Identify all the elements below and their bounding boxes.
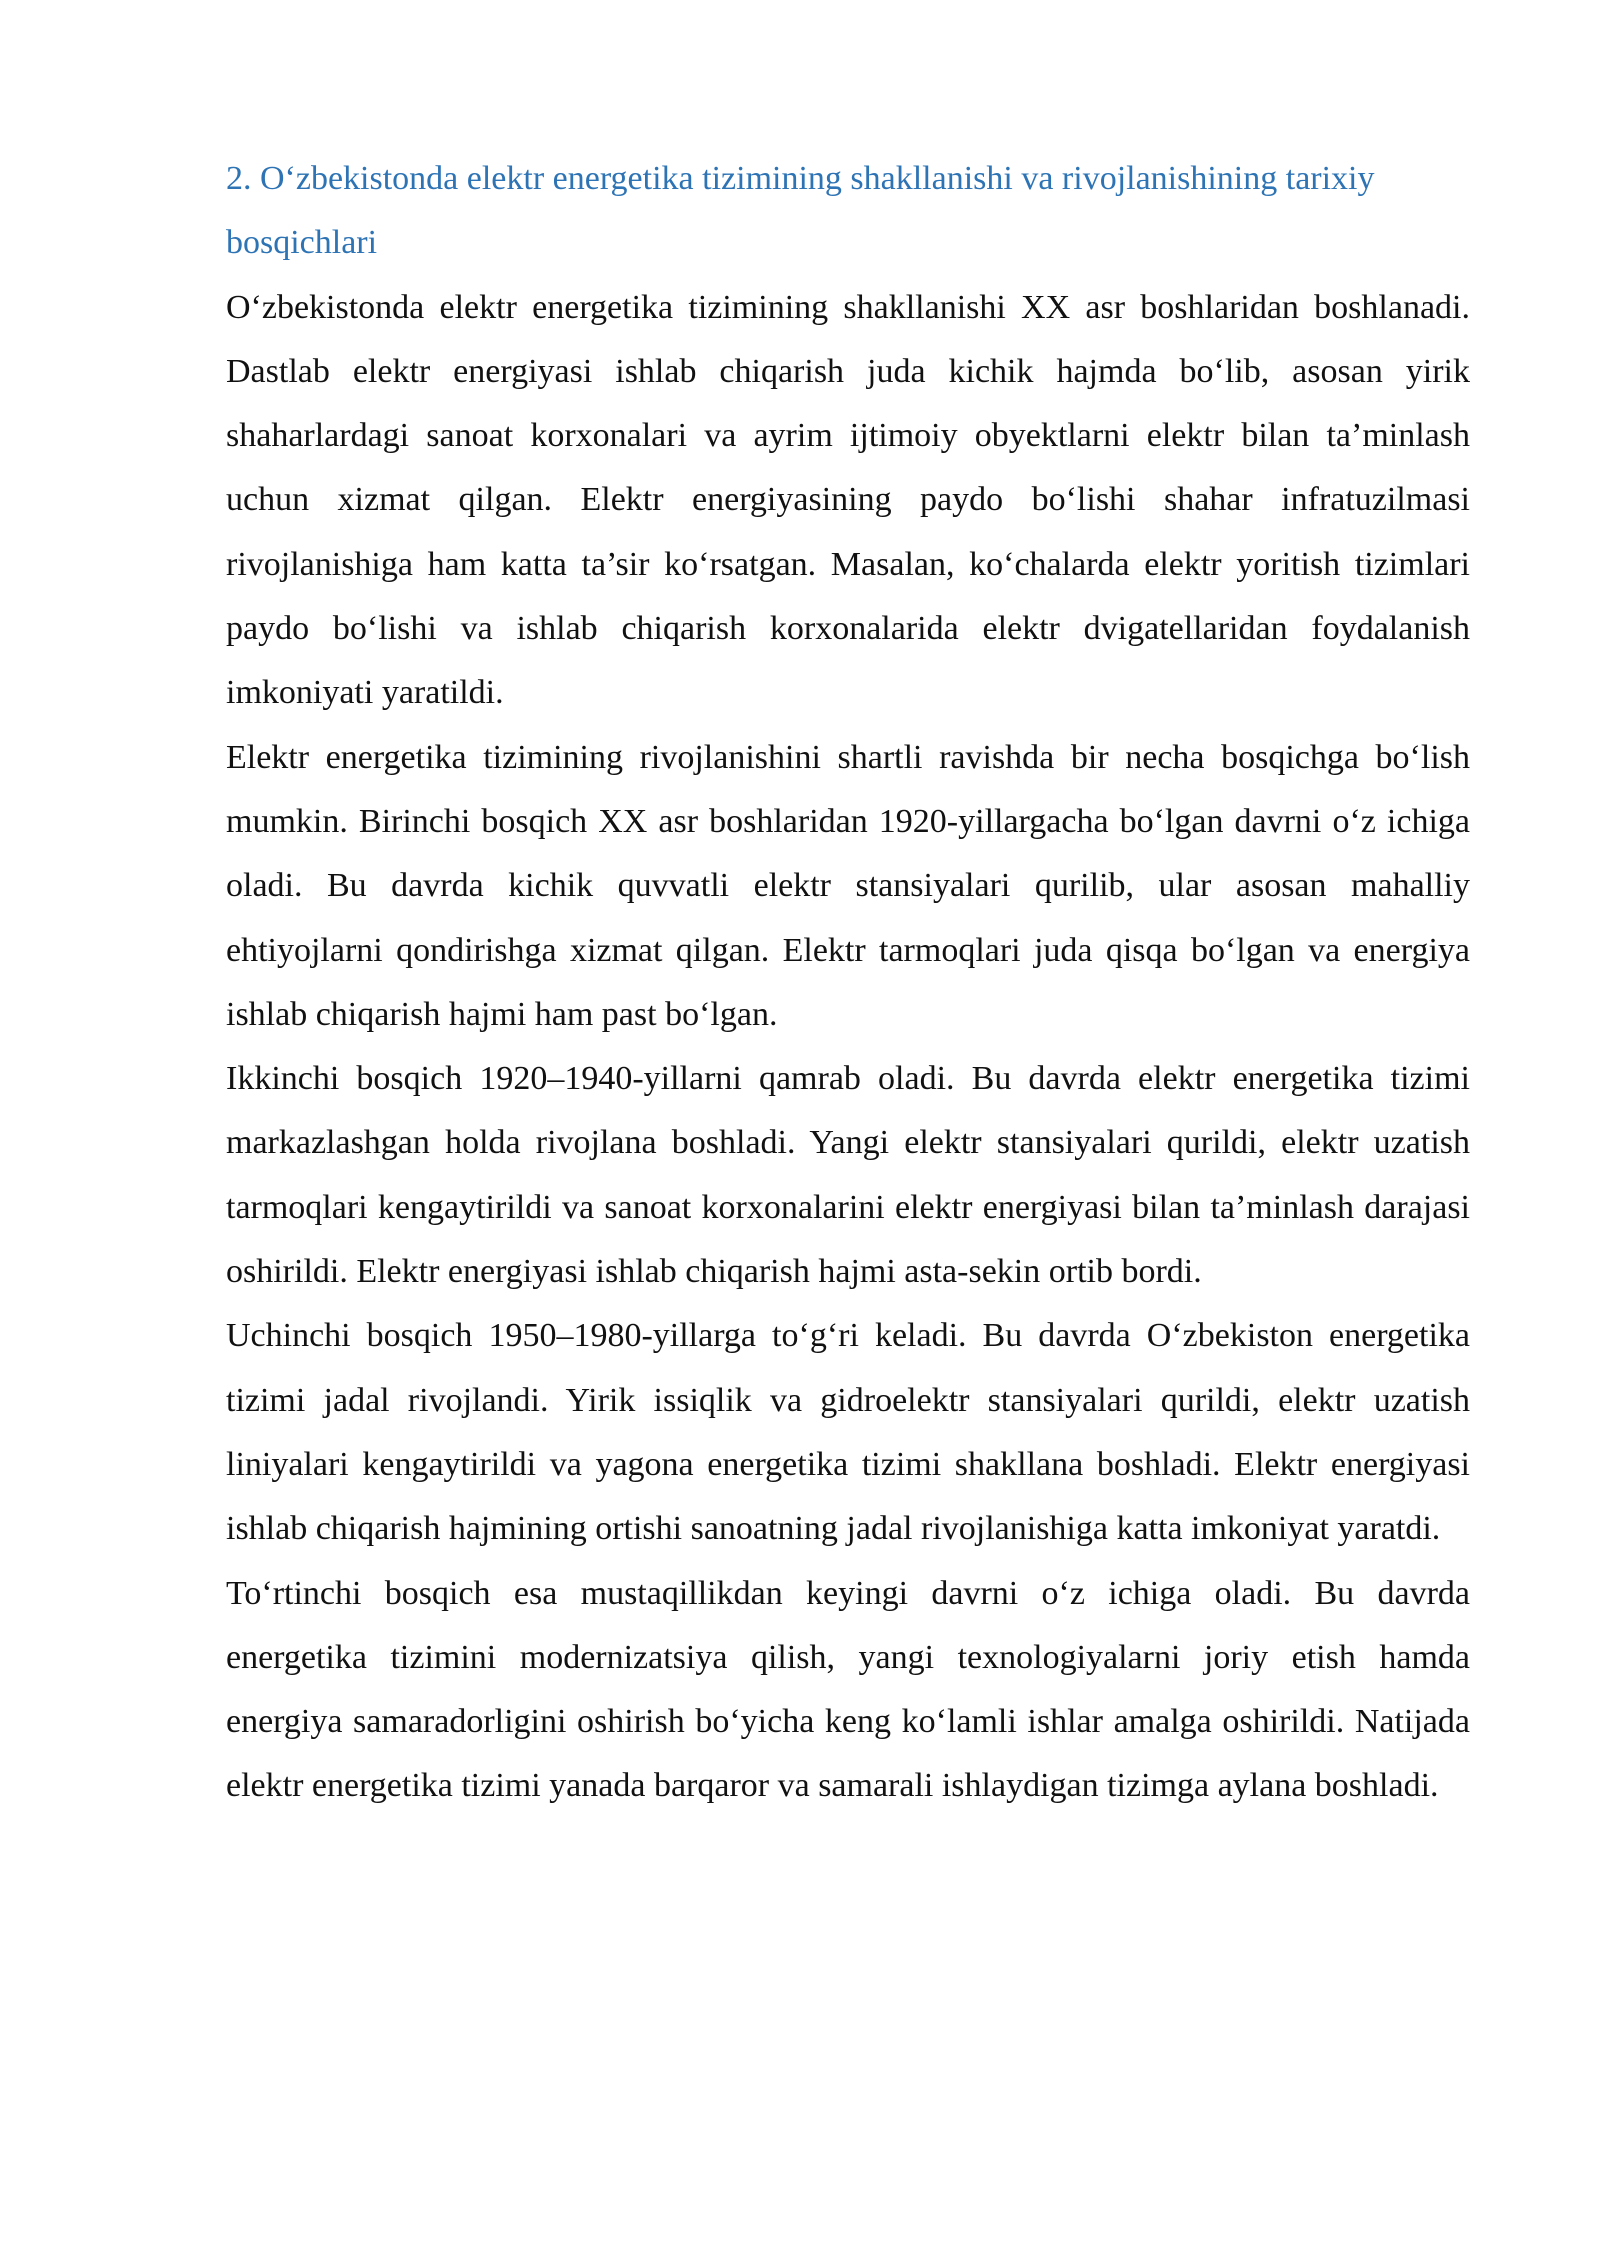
document-page <box>226 147 1470 1819</box>
paragraph-stage-three: Uchinchi bosqich 1950–1980-yillarga to‘g‘ri keladi. Bu davrda O‘zbekiston energetika tizimi jadal rivojlandi. Yirik issiqlik va gidroelektr stansiyalari qurildi, elektr uzatish liniyalari kengaytirildi va yagona energetika tizimi shakllana boshladi. Elektr energiyasi ishlab chiqarish hajmining ortishi sanoatning jadal rivojlanishiga katta imkoniyat yaratdi. <box>226 1317 1470 1548</box>
paragraph-stage-two: Ikkinchi bosqich 1920–1940-yillarni qamrab oladi. Bu davrda elektr energetika tizimi markazlashgan holda rivojlana boshladi. Yangi elektr stansiyalari qurildi, elektr uzatish tarmoqlari kengaytirildi va sanoat korxonalarini elektr energiyasi bilan ta’minlash darajasi oshirildi. Elektr energiyasi ishlab chiqarish hajmi asta-sekin ortib bordi. <box>226 1060 1470 1291</box>
paragraph-stage-one: Elektr energetika tizimining rivojlanishini shartli ravishda bir necha bosqichga bo‘lish mumkin. Birinchi bosqich XX asr boshlaridan 1920-yillargacha bo‘lgan davrni o‘z ichiga oladi. Bu davrda kichik quvvatli elektr stansiyalari qurilib, ular asosan mahalliy ehtiyojlarni qondirishga xizmat qilgan. Elektr tarmoqlari juda qisqa bo‘lgan va energiya ishlab chiqarish hajmi ham past bo‘lgan. <box>226 738 1470 1033</box>
paragraph-stage-four: To‘rtinchi bosqich esa mustaqillikdan keyingi davrni o‘z ichiga oladi. Bu davrda energetika tizimini modernizatsiya qilish, yangi texnologiyalarni joriy etish hamda energiya samaradorligini oshirish bo‘yicha keng ko‘lamli ishlar amalga oshirildi. Natijada elektr energetika tizimi yanada barqaror va samarali ishlaydigan tizimga aylana boshladi. <box>226 1574 1470 1805</box>
section-heading: 2. O‘zbekistonda elektr energetika tizimining shakllanishi va rivojlanishining tarixiy bosqichlari <box>226 160 1375 262</box>
paragraph-intro: O‘zbekistonda elektr energetika tizimining shakllanishi XX asr boshlaridan boshlanadi. Dastlab elektr energiyasi ishlab chiqarish juda kichik hajmda bo‘lib, asosan yirik shaharlardagi sanoat korxonalari va ayrim ijtimoiy obyektlarni elektr bilan ta’minlash uchun xizmat qilgan. Elektr energiyasining paydo bo‘lishi shahar infratuzilmasi rivojlanishiga ham katta ta’sir ko‘rsatgan. Masalan, ko‘chalarda elektr yoritish tizimlari paydo bo‘lishi va ishlab chiqarish korxonalarida elektr dvigatellaridan foydalanish imkoniyati yaratildi. <box>226 288 1470 712</box>
